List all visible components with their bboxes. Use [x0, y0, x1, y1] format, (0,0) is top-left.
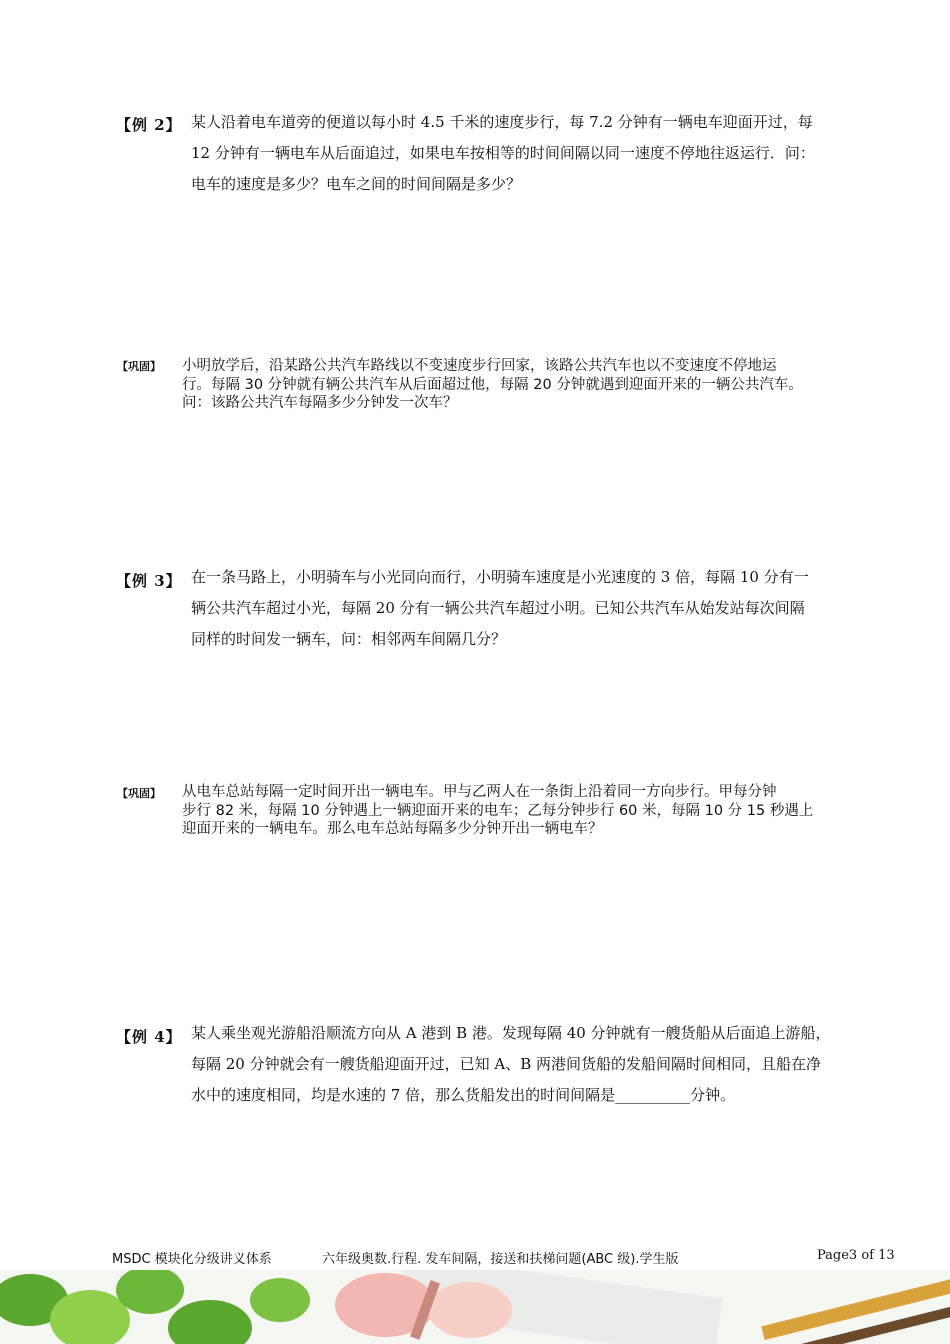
example-3-line-1: 在一条马路上，小明骑车与小光同向而行，小明骑车速度是小光速度的 3 倍，每隔 10 分有一 [191, 568, 809, 586]
practice-2-text [182, 783, 813, 839]
example-4-tag: 【例 4】 [116, 1028, 182, 1046]
practice-1-tag: 【巩固】 [117, 360, 161, 373]
decorative-banner-art [0, 1270, 950, 1344]
practice-1-line-1: 小明放学后，沿某路公共汽车路线以不变速度步行回家，该路公共汽车也以不变速度不停地运 [182, 358, 777, 374]
footer-course: 六年级奥数.行程. 发车间隔，接送和扶梯问题(ABC 级).学生版 [322, 1252, 679, 1267]
decorative-banner [0, 1270, 950, 1344]
example-4-line-2: 每隔 20 分钟就会有一艘货船迎面开过，已知 A、B 两港间货船的发船间隔时间相同，且船在净 [191, 1055, 822, 1073]
example-3-line-3: 同样的时间发一辆车，问：相邻两车间隔几分？ [191, 630, 507, 648]
example-2-line-3: 电车的速度是多少？电车之间的时间间隔是多少？ [191, 175, 522, 193]
practice-2-line-3: 迎面开来的一辆电车。那么电车总站每隔多少分钟开出一辆电车？ [182, 821, 603, 837]
practice-2-line-2: 步行 82 米，每隔 10 分钟遇上一辆迎面开来的电车；乙每分钟步行 60 米，每隔 10 分 15 秒遇上 [182, 802, 814, 819]
example-2-line-2: 12 分钟有一辆电车从后面追过，如果电车按相等的时间间隔以同一速度不停地往返运行．问： [191, 144, 815, 162]
footer-page-number: Page3 of 13 [817, 1248, 895, 1263]
example-4-line-3: 水中的速度相同，均是水速的 7 倍，那么货船发出的时间间隔是__________分钟。 [191, 1086, 736, 1104]
practice-1-line-3: 问：该路公共汽车每隔多少分钟发一次车？ [182, 395, 458, 411]
example-3-tag: 【例 3】 [116, 572, 182, 590]
footer-series: MSDC 模块化分级讲义体系 [112, 1252, 272, 1267]
example-4-line-1: 某人乘坐观光游船沿顺流方向从 A 港到 B 港。发现每隔 40 分钟就有一艘货船从后面追上游船， [191, 1024, 831, 1042]
practice-1-text [182, 357, 803, 413]
example-2-text [191, 107, 815, 200]
practice-2-line-1: 从电车总站每隔一定时间开出一辆电车。甲与乙两人在一条街上沿着同一方向步行。甲每分钟 [182, 784, 777, 800]
practice-1-line-2: 行。每隔 30 分钟就有辆公共汽车从后面超过他，每隔 20 分钟就遇到迎面开来的一辆公共汽车。 [182, 376, 803, 393]
example-3-text [191, 562, 809, 655]
example-2-tag: 【例 2】 [116, 116, 182, 134]
practice-2-tag: 【巩固】 [117, 787, 161, 800]
example-4-text [191, 1018, 831, 1111]
example-2-line-1: 某人沿着电车道旁的便道以每小时 4.5 千米的速度步行，每 7.2 分钟有一辆电车迎面开过，每 [191, 113, 813, 131]
example-3-line-2: 辆公共汽车超过小光，每隔 20 分有一辆公共汽车超过小明。已知公共汽车从始发站每次间隔 [191, 599, 805, 617]
